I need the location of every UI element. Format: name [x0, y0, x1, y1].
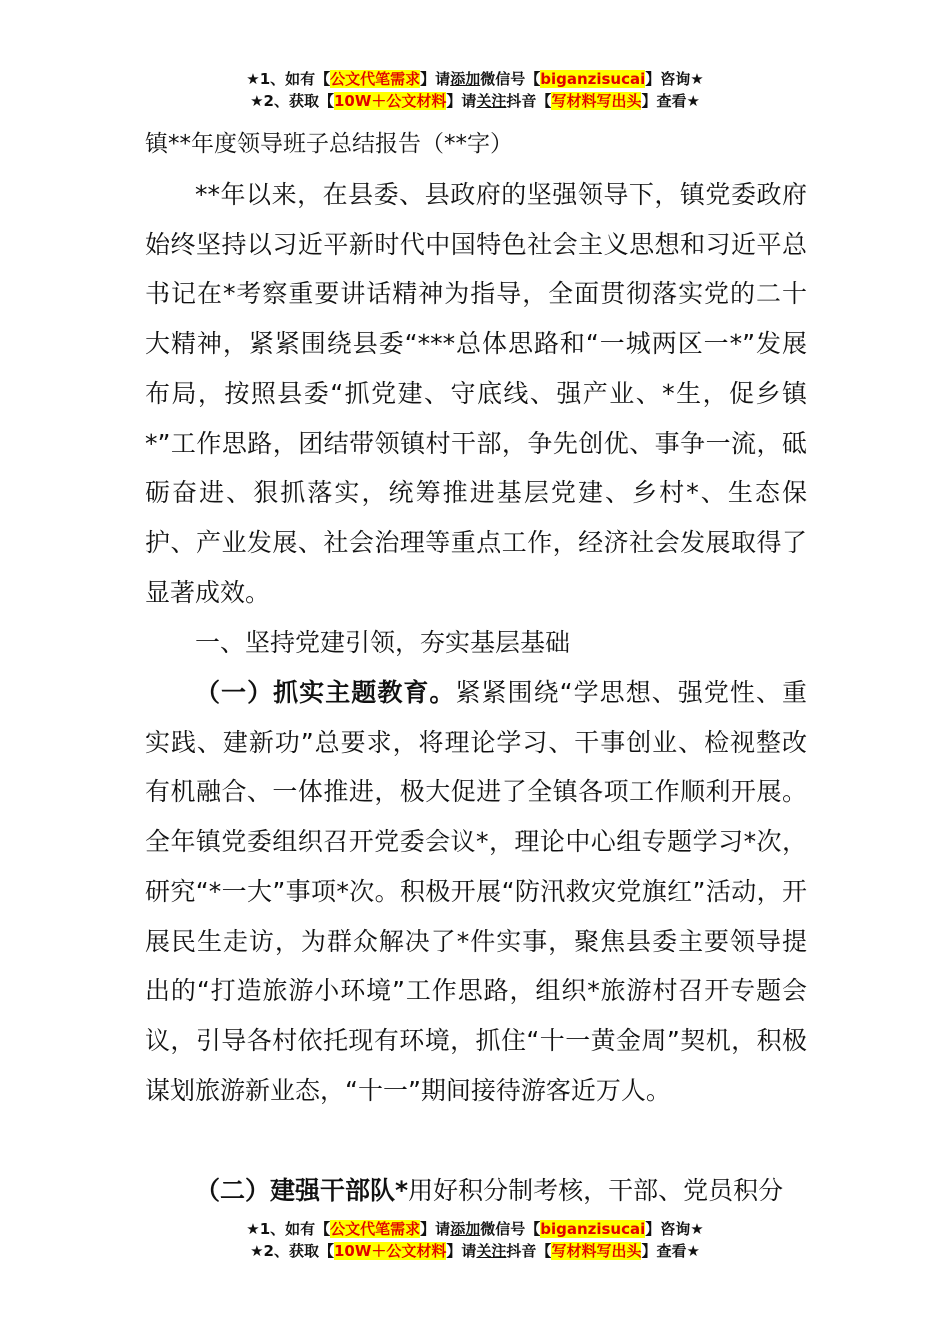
subsection-2-body: 用好积分制考核，干部、党员积分 — [408, 1176, 784, 1205]
promo-text: 微信号【 — [480, 1220, 541, 1238]
promo-text: 】查看★ — [641, 1242, 700, 1260]
promo-text: 】咨询★ — [645, 70, 704, 88]
douyin-id-highlight: 写材料写出头 — [551, 92, 642, 110]
promo-underlined: 添加 — [450, 70, 481, 88]
promo-underlined: 关注 — [476, 92, 507, 110]
header-promo-banner — [0, 68, 950, 112]
douyin-id-highlight: 写材料写出头 — [551, 1242, 642, 1260]
promo-underlined: 关注 — [476, 1242, 507, 1260]
promo-text: ★2、获取【 — [250, 1242, 334, 1260]
promo-highlight: 10W＋公文材料 — [333, 1242, 447, 1260]
document-title: 镇**年度领导班子总结报告（**字） — [145, 131, 513, 157]
subsection-1-paragraph — [145, 668, 807, 1115]
subsection-1-body: 紧紧围绕“学思想、强党性、重实践、建新功”总要求，将理论学习、干事创业、检视整改有机融合、一体推进，极大促进了全镇各项工作顺利开展。全年镇党委组织召开党委会议*，理论中心组专题学习*次，研究“*一大”事项*次。积极开展“防汛救灾党旗红”活动，开展民生走访，为群众解决了*件实事，聚焦县委主要领导提出的“打造旅游小环境”工作思路，组织*旅游村召开专题会议，引导各村依托现有环境，抓住“十一黄金周”契机，积极谋划旅游新业态，“十一”期间接待游客近万人。 — [145, 678, 807, 1105]
promo-text: 抖音【 — [506, 1242, 552, 1260]
promo-highlight: 10W＋公文材料 — [333, 92, 447, 110]
subsection-1-heading: （一）抓实主题教育。 — [195, 678, 456, 707]
wechat-id-highlight: biganzisucai — [540, 70, 646, 88]
promo-line-2 — [0, 90, 950, 112]
promo-text: ★1、如有【 — [246, 1220, 331, 1238]
promo-text: 】请 — [420, 70, 451, 88]
promo-text: 】咨询★ — [645, 1220, 704, 1238]
promo-text: 】查看★ — [641, 92, 700, 110]
promo-text: ★2、获取【 — [250, 92, 334, 110]
subsection-2-heading: （二）建强干部队* — [195, 1176, 409, 1205]
promo-underlined: 添加 — [450, 1220, 481, 1238]
promo-line-1 — [0, 1218, 950, 1240]
promo-text: 】请 — [446, 92, 477, 110]
promo-text: 抖音【 — [506, 92, 552, 110]
promo-text: 】请 — [420, 1220, 451, 1238]
promo-text: 微信号【 — [480, 70, 541, 88]
wechat-id-highlight: biganzisucai — [540, 1220, 646, 1238]
promo-highlight: 公文代笔需求 — [330, 1220, 421, 1238]
intro-paragraph: **年以来，在县委、县政府的坚强领导下，镇党委政府始终坚持以习近平新时代中国特色社会主义思想和习近平总书记在*考察重要讲话精神为指导，全面贯彻落实党的二十大精神，紧紧围绕县委“***总体思路和“一城两区一*”发展布局，按照县委“抓党建、守底线、强产业、*生，促乡镇*”工作思路，团结带领镇村干部，争先创优、事争一流，砥砺奋进、狠抓落实，统筹推进基层党建、乡村*、生态保护、产业发展、社会治理等重点工作，经济社会发展取得了显著成效。 — [145, 180, 807, 607]
promo-highlight: 公文代笔需求 — [330, 70, 421, 88]
section-heading-1: 一、坚持党建引领，夯实基层基础 — [195, 628, 571, 657]
promo-line-2 — [0, 1240, 950, 1262]
promo-text: 】请 — [446, 1242, 477, 1260]
promo-line-1 — [0, 68, 950, 90]
subsection-2-paragraph — [145, 1166, 807, 1215]
footer-promo-banner — [0, 1218, 950, 1262]
promo-text: ★1、如有【 — [246, 70, 331, 88]
